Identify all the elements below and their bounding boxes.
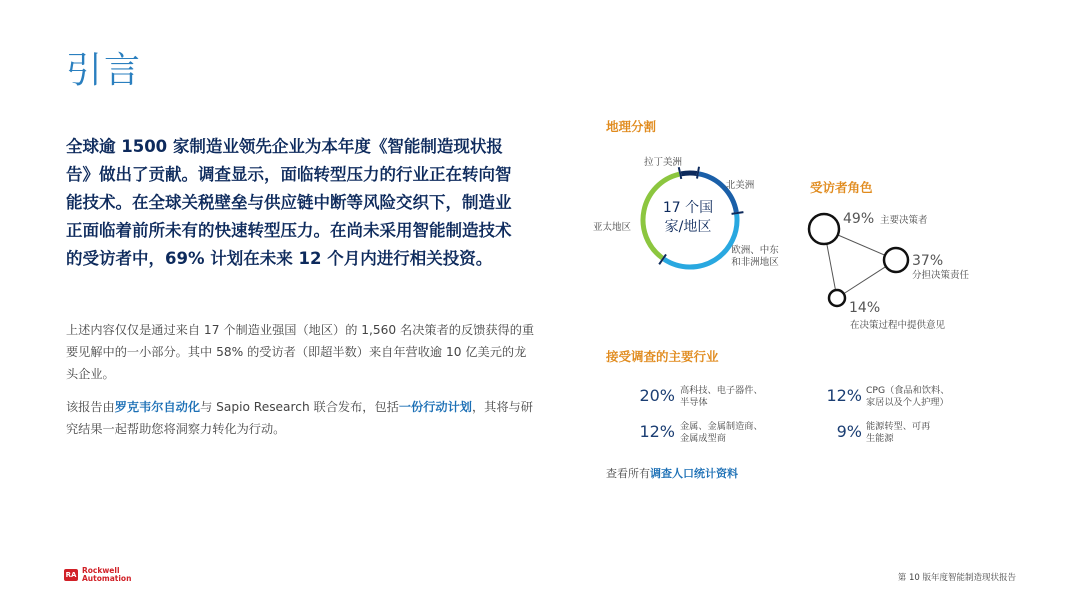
industry-pct: 12% [639, 422, 675, 441]
logo-mark: RA [65, 571, 77, 579]
donut-label: 亚太地区 [592, 222, 632, 233]
industry-label-line: 金属、金属制造商、 [680, 421, 763, 432]
industry-label-line: 金属成型商 [680, 433, 726, 444]
industry-label-line: 生能源 [866, 433, 894, 444]
industry-label [680, 385, 790, 409]
industry-label [866, 385, 976, 409]
industry-label [866, 421, 976, 445]
demographics-link[interactable]: 调查人口统计资料 [650, 467, 738, 480]
donut-label: 拉丁美洲 [643, 157, 683, 168]
industry-label-line: 高科技、电子器件、 [680, 385, 763, 396]
role-node [809, 214, 839, 244]
logo-line-2: Automation [82, 574, 132, 583]
donut-label: 欧洲、中东 [731, 245, 779, 256]
industry-title: 接受调查的主要行业 [606, 349, 719, 364]
rockwell-logo [64, 567, 131, 583]
body-text-post: ，其将与研究结果一起帮助您将洞察力转化为行动。 [66, 400, 533, 436]
role-node [829, 290, 845, 306]
industry-pct: 9% [836, 422, 862, 441]
role-label: 主要决策者 [880, 215, 928, 226]
demographics-row [606, 465, 738, 481]
role-label: 在决策过程中提供意见 [850, 320, 946, 331]
donut-center-line1: 17 个国 [662, 200, 714, 216]
demographics-pre: 查看所有 [606, 467, 650, 480]
role-value: 49% [843, 211, 875, 227]
body-text-mid: 与 Sapio Research 联合发布，包括 [200, 400, 399, 414]
industry-label-line: 能源转型、可再 [866, 421, 931, 432]
donut-slice [681, 173, 697, 174]
role-value: 37% [912, 253, 944, 269]
body-text-pre: 该报告由 [66, 400, 115, 414]
industry-label-line: CPG（食品和饮料、 [866, 385, 950, 396]
donut-tick [679, 167, 681, 179]
industry-label-line: 半导体 [680, 397, 708, 408]
industry-pct: 20% [639, 386, 675, 405]
logo-text [82, 567, 131, 583]
donut-slice [643, 174, 679, 258]
geo-title: 地理分割 [606, 119, 657, 134]
body-paragraph-1: 上述内容仅仅是通过来自 17 个制造业强国（地区）的 1,560 名决策者的反馈获得的重要见解中的一小部分。其中 58% 的受访者（即超半数）来自年营收逾 10 亿美元的龙头企业。 [66, 323, 535, 381]
role-value: 14% [849, 300, 881, 316]
rockwell-link[interactable]: 罗克韦尔自动化 [114, 400, 201, 414]
industry-label-line: 家居以及个人护理） [866, 397, 949, 408]
footer-text: 第 10 版年度智能制造现状报告 [897, 573, 1016, 583]
donut-label: 北美洲 [725, 180, 755, 191]
role-node [884, 248, 908, 272]
donut-tick [732, 212, 744, 214]
logo-line-1: Rockwell [82, 566, 120, 575]
donut-label: 和非洲地区 [731, 257, 779, 268]
page-title: 引言 [66, 50, 143, 91]
donut-tick [697, 167, 699, 179]
industry-label [680, 421, 790, 445]
roles-network-chart [809, 211, 970, 331]
lead-paragraph: 全球逾 1500 家制造业领先企业为本年度《智能制造现状报告》做出了贡献。调查显示，面临转型压力的行业正在转向智能技术。在全球关税壁垒与供应链中断等风险交织下，制造业正面临着前所未有的快速转型压力。在尚未采用智能制造技术的受访者中，69% 计划在未来 12 个月内进行相关投资。 [66, 137, 512, 268]
role-label: 分担决策责任 [912, 270, 970, 281]
role-title: 受访者角色 [810, 180, 873, 195]
industry-pct: 12% [826, 386, 862, 405]
action-plan-link[interactable]: 一份行动计划 [398, 400, 472, 414]
donut-center-line2: 家/地区 [664, 219, 712, 235]
